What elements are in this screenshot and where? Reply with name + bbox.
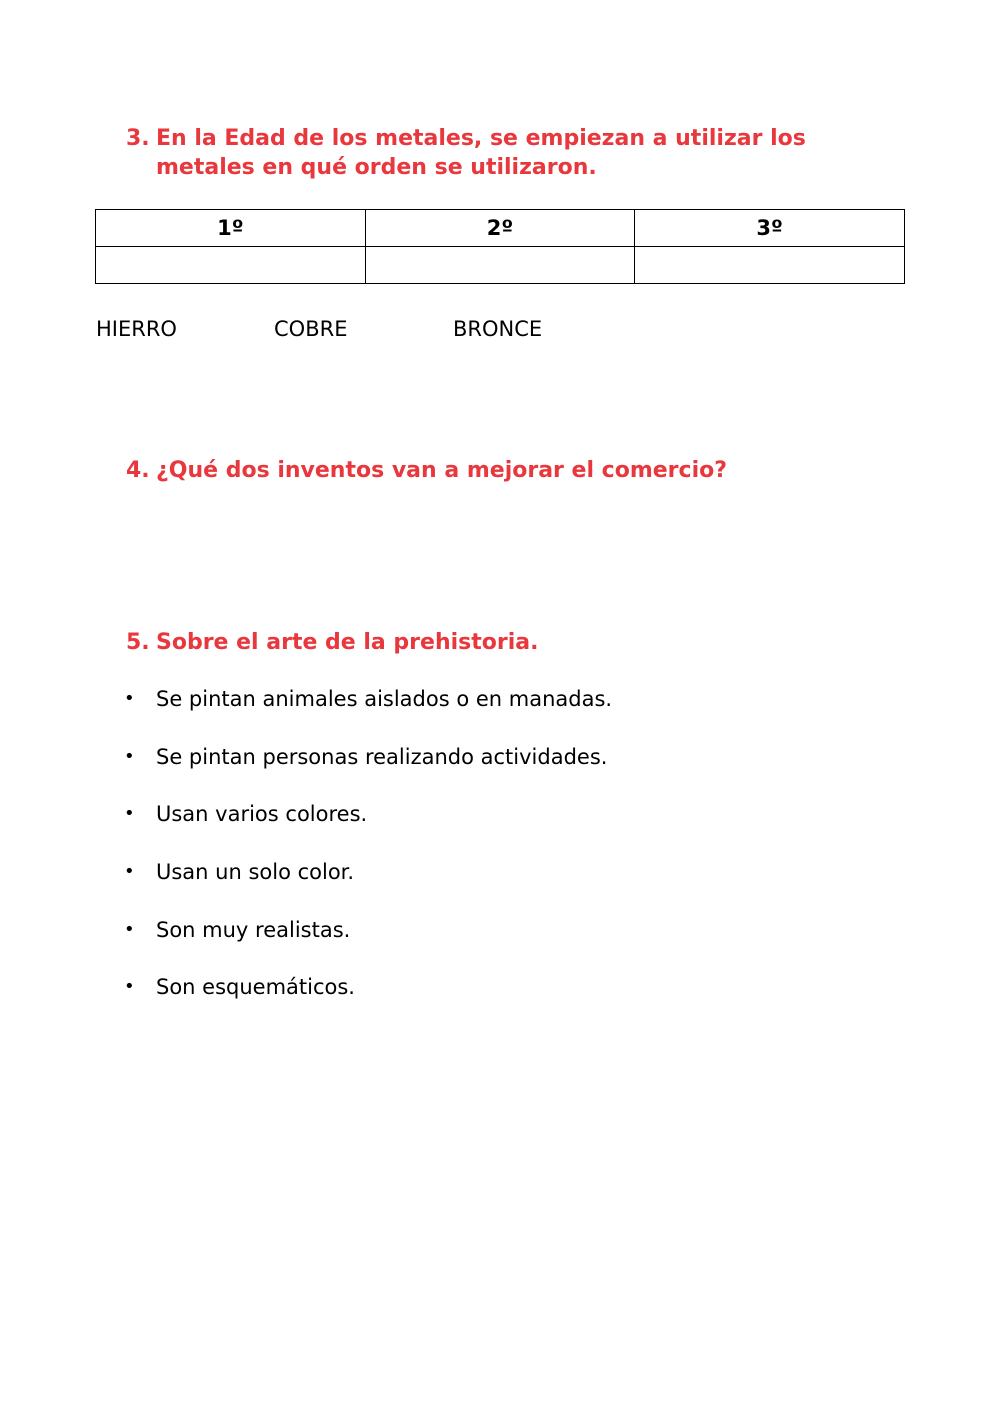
bullet-icon: • [124,976,135,998]
word-bank-item[interactable]: COBRE [274,317,348,341]
list-item-label: Usan varios colores. [156,802,368,827]
table-answer-row [96,247,905,284]
list-item-label: Son muy realistas. [156,917,351,942]
bullet-icon: • [124,918,135,940]
question-5-text: Sobre el arte de la prehistoria. [156,630,539,655]
question-4-heading [126,456,886,485]
list-item-label: Son esquemáticos. [156,975,355,1000]
header-cell-1: 1º [96,210,366,247]
bullet-icon: • [124,688,135,709]
list-item-label: Usan un solo color. [156,860,355,885]
list-item-label: Se pintan animales aislados o en manadas. [156,687,613,711]
table-header-row [96,210,905,247]
answer-cell-3[interactable] [635,247,905,284]
question-3-number: 3. [126,126,150,151]
bullet-icon: • [124,803,135,825]
question-3-text: En la Edad de los metales, se empiezan a utilizar los metales en qué orden se utilizaron. [156,126,806,180]
question-5-number: 5. [126,630,150,655]
header-cell-2: 2º [365,210,635,247]
metals-order-table [95,209,905,284]
question-4-text: ¿Qué dos inventos van a mejorar el comercio? [156,458,727,483]
answer-cell-1[interactable] [96,247,366,284]
question-3-heading [126,124,886,182]
answer-cell-2[interactable] [365,247,635,284]
bullet-icon: • [124,745,135,767]
bullet-icon: • [124,861,135,883]
word-bank-item[interactable]: HIERRO [96,317,177,341]
question-5-heading [126,628,886,657]
list-item-label: Se pintan personas realizando actividades. [156,744,608,769]
question-4-number: 4. [126,458,150,483]
word-bank-item[interactable]: BRONCE [453,317,543,341]
header-cell-3: 3º [635,210,905,247]
